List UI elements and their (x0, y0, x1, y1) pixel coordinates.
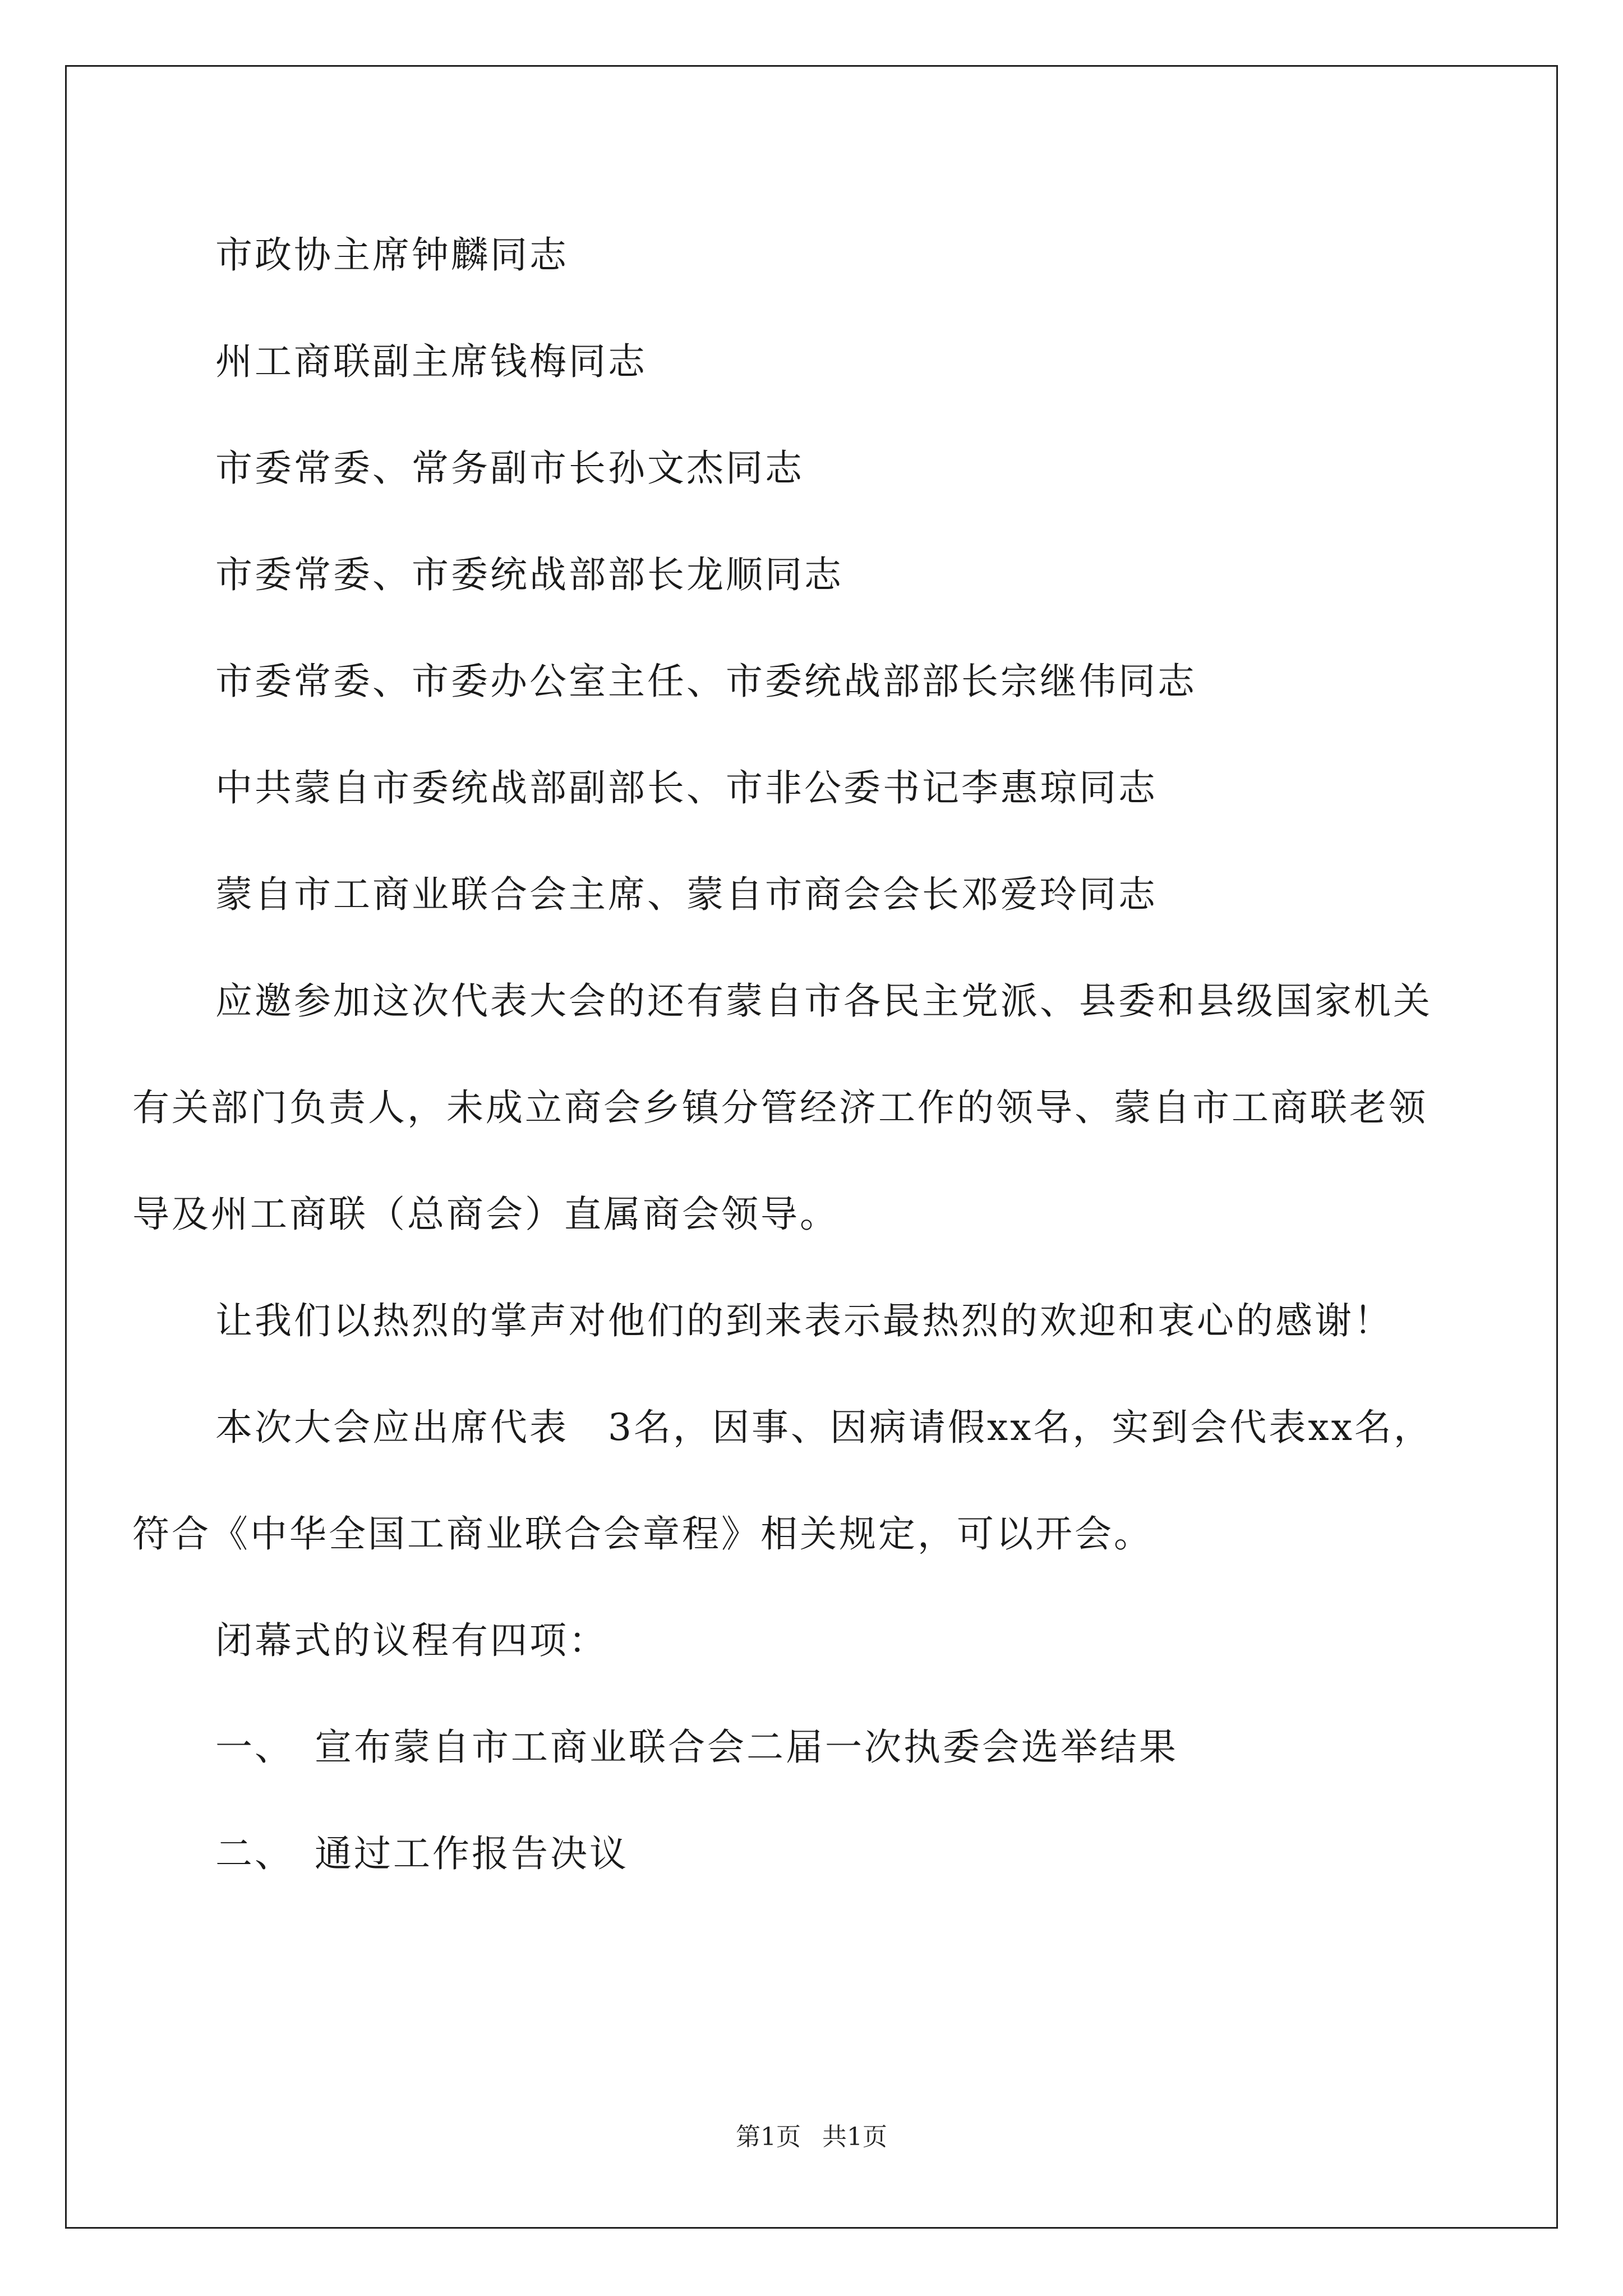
attendee-line: 市委常委、市委统战部部长龙顺同志 (215, 553, 843, 596)
attendee-line: 市政协主席钟麟同志 (215, 233, 569, 277)
attendee-line: 市委常委、市委办公室主任、市委统战部部长宗继伟同志 (215, 660, 1197, 703)
attendance-paragraph: 本次大会应出席代表 3名，因事、因病请假xx名，实到会代表xx名，符合《中华全国工商业联合会章程》相关规定，可以开会。 (132, 1406, 1433, 1556)
agenda-item: 一、 宣布蒙自市工商业联合会二届一次执委会选举结果 (215, 1726, 1178, 1769)
attendee-line: 州工商联副主席钱梅同志 (215, 340, 647, 383)
attendee-line: 市委常委、常务副市长孙文杰同志 (215, 447, 804, 490)
page-number: 第1页 (736, 2123, 801, 2151)
document-body (132, 202, 1433, 1907)
attendee-line: 中共蒙自市委统战部副部长、市非公委书记李惠琼同志 (215, 766, 1158, 809)
attendee-line: 蒙自市工商业联合会主席、蒙自市商会会长邓爱玲同志 (215, 873, 1158, 916)
guests-paragraph: 应邀参加这次代表大会的还有蒙自市各民主党派、县委和县级国家机关有关部门负责人，未成立商会乡镇分管经济工作的领导、蒙自市工商联老领导及州工商联（总商会）直属商会领导。 (132, 979, 1432, 1236)
agenda-intro: 闭幕式的议程有四项： (215, 1619, 608, 1662)
page-total: 共1页 (822, 2123, 887, 2151)
welcome-paragraph: 让我们以热烈的掌声对他们的到来表示最热烈的欢迎和衷心的感谢！ (215, 1299, 1393, 1342)
page-footer (0, 2116, 1623, 2152)
agenda-item: 二、 通过工作报告决议 (215, 1832, 629, 1875)
